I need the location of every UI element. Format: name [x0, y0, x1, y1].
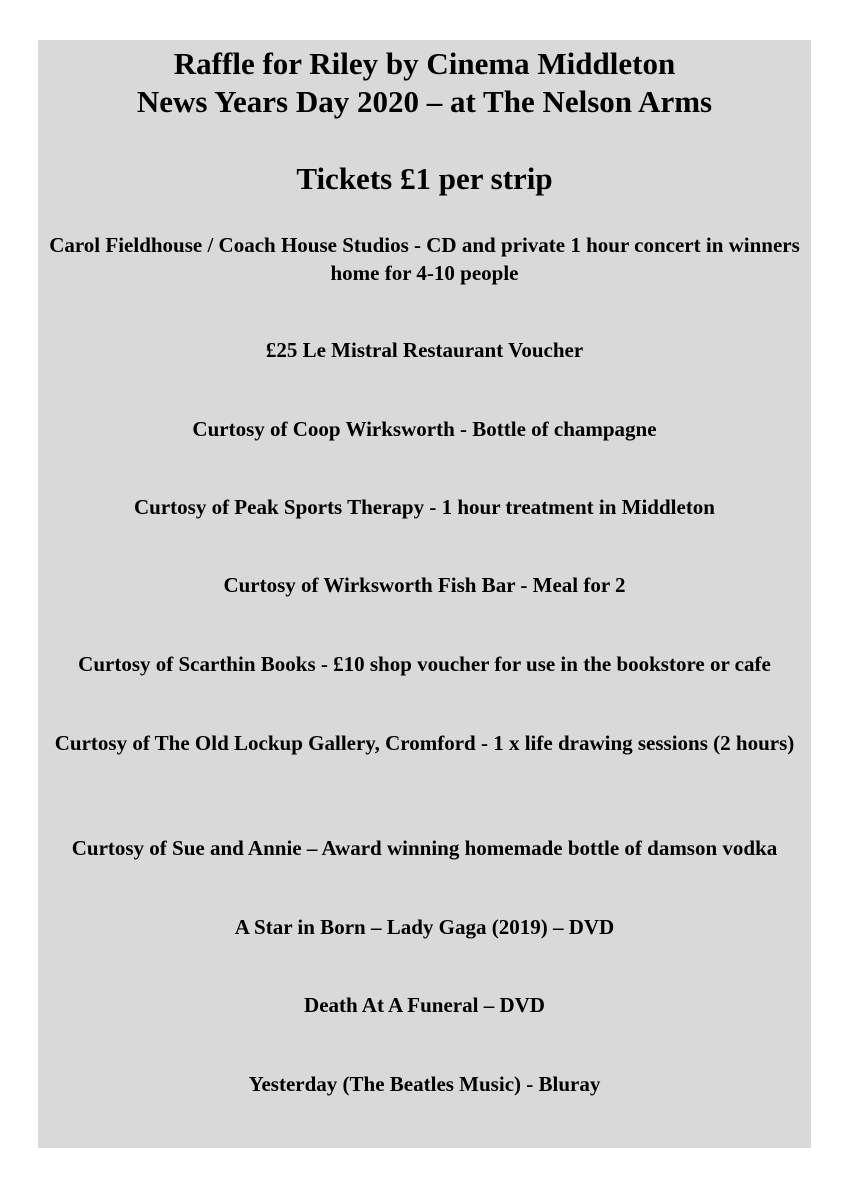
prize-item: Curtosy of Wirksworth Fish Bar - Meal for 2: [223, 573, 626, 597]
ticket-price: Tickets £1 per strip: [296, 161, 553, 196]
prize-item: Curtosy of Scarthin Books - £10 shop voucher for use in the bookstore or cafe: [78, 652, 771, 676]
prize-item: Curtosy of Peak Sports Therapy - 1 hour treatment in Middleton: [133, 495, 715, 519]
prize-item: Curtosy of Sue and Annie – Award winning homemade bottle of damson vodka: [71, 836, 778, 860]
poster-title: Raffle for Riley by Cinema Middleton: [173, 46, 676, 81]
raffle-poster: [38, 40, 811, 1148]
poster-subtitle: News Years Day 2020 – at The Nelson Arms: [136, 84, 713, 119]
prize-item: Curtosy of The Old Lockup Gallery, Cromford - 1 x life drawing sessions (2 hours): [54, 731, 795, 755]
prize-item: Curtosy of Coop Wirksworth - Bottle of champagne: [192, 417, 657, 441]
prize-item: £25 Le Mistral Restaurant Voucher: [265, 338, 584, 362]
prize-item: A Star in Born – Lady Gaga (2019) – DVD: [234, 915, 615, 939]
prize-item: Death At A Funeral – DVD: [304, 993, 545, 1017]
prize-item: Yesterday (The Beatles Music) - Bluray: [248, 1072, 601, 1096]
prize-item: Carol Fieldhouse / Coach House Studios - CD and private 1 hour concert in winners home for 4-10 people: [49, 233, 800, 285]
